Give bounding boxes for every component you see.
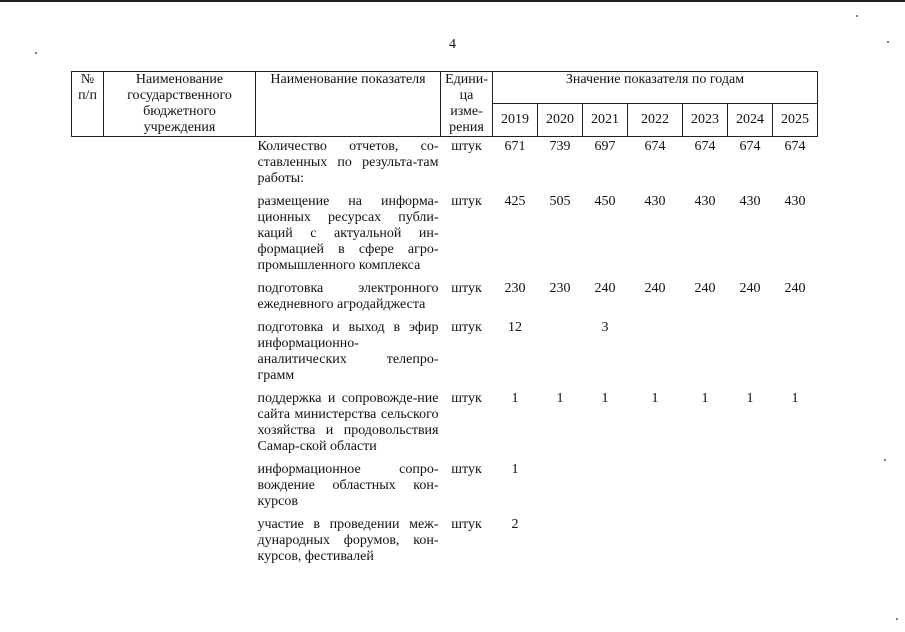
empty-institution-cell <box>104 137 256 193</box>
value-cell: 240 <box>784 281 806 296</box>
value-cell: 1 <box>511 391 519 406</box>
scan-speck <box>884 459 886 461</box>
value-cell: 674 <box>739 139 761 154</box>
header-unit: Едини-ца изме-рения <box>441 72 493 137</box>
table-row <box>72 515 818 570</box>
value-cell <box>728 515 773 570</box>
indicator-cell: подготовка и выход в эфир информационно-аналитических телепро-грамм <box>257 320 439 383</box>
year-header: 2019 <box>493 104 538 137</box>
indicator-cell: информационное сопро-вождение областных кон-курсов <box>257 462 439 509</box>
value-cell <box>683 515 728 570</box>
indicator-table <box>71 71 818 570</box>
value-cell: 697 <box>594 139 616 154</box>
empty-num-cell <box>72 460 104 515</box>
unit-cell: штук <box>451 194 482 209</box>
unit-cell: штук <box>451 517 482 532</box>
value-cell: 425 <box>504 194 526 209</box>
header-value-group: Значение показателя по годам <box>493 72 818 104</box>
value-cell: 450 <box>594 194 616 209</box>
table-row <box>72 137 818 193</box>
value-cell <box>728 318 773 389</box>
table-row <box>72 192 818 279</box>
year-header: 2023 <box>683 104 728 137</box>
table-row <box>72 389 818 460</box>
value-cell: 240 <box>694 281 716 296</box>
value-cell: 430 <box>644 194 666 209</box>
header-num: № п/п <box>72 72 104 137</box>
value-cell <box>628 318 683 389</box>
table-row <box>72 460 818 515</box>
year-header: 2020 <box>538 104 583 137</box>
value-cell: 3 <box>601 320 609 335</box>
value-cell <box>683 318 728 389</box>
value-cell: 230 <box>504 281 526 296</box>
table-row <box>72 318 818 389</box>
value-cell: 430 <box>739 194 761 209</box>
scan-speck <box>887 41 889 43</box>
unit-cell: штук <box>451 281 482 296</box>
value-cell: 240 <box>594 281 616 296</box>
scan-speck <box>35 52 37 54</box>
indicator-cell: размещение на информа-ционных ресурсах публи-каций с актуальной ин-формацией в сфере агро-промышленного комплекса <box>257 194 439 273</box>
table-row <box>72 279 818 318</box>
header-indicator: Наименование показателя <box>256 72 441 137</box>
value-cell: 1 <box>601 391 609 406</box>
value-cell <box>683 460 728 515</box>
empty-num-cell <box>72 389 104 460</box>
value-cell <box>538 318 583 389</box>
value-cell <box>773 318 818 389</box>
unit-cell: штук <box>451 320 482 335</box>
value-cell: 1 <box>701 391 709 406</box>
value-cell: 1 <box>511 462 519 477</box>
empty-institution-cell <box>104 515 256 570</box>
value-cell: 1 <box>651 391 659 406</box>
value-cell: 12 <box>508 320 522 335</box>
unit-cell: штук <box>451 462 482 477</box>
empty-institution-cell <box>104 279 256 318</box>
header-institution: Наименование государственного бюджетного учреждения <box>104 72 256 137</box>
value-cell <box>538 460 583 515</box>
scan-speck <box>856 15 858 17</box>
value-cell: 739 <box>549 139 571 154</box>
page-number: 4 <box>449 37 456 52</box>
year-header: 2021 <box>583 104 628 137</box>
table-body <box>72 137 818 571</box>
indicator-cell: подготовка электронного ежедневного агродайджеста <box>257 281 439 312</box>
empty-num-cell <box>72 318 104 389</box>
unit-cell: штук <box>451 391 482 406</box>
value-cell: 240 <box>739 281 761 296</box>
value-cell: 430 <box>784 194 806 209</box>
value-cell <box>538 515 583 570</box>
value-cell: 240 <box>644 281 666 296</box>
year-header: 2024 <box>728 104 773 137</box>
value-cell: 1 <box>746 391 754 406</box>
value-cell <box>728 460 773 515</box>
indicator-cell: Количество отчетов, со-ставленных по результа-там работы: <box>257 139 439 186</box>
empty-num-cell <box>72 192 104 279</box>
empty-num-cell <box>72 279 104 318</box>
year-header: 2022 <box>628 104 683 137</box>
value-cell: 2 <box>511 517 519 532</box>
empty-institution-cell <box>104 389 256 460</box>
empty-institution-cell <box>104 192 256 279</box>
value-cell: 674 <box>784 139 806 154</box>
value-cell <box>773 515 818 570</box>
value-cell <box>628 515 683 570</box>
page-top-border <box>0 0 905 2</box>
indicator-cell: поддержка и сопровожде-ние сайта министерства сельского хозяйства и продовольствия Самар-ской области <box>257 391 439 454</box>
value-cell: 505 <box>549 194 571 209</box>
empty-num-cell <box>72 515 104 570</box>
indicator-cell: участие в проведении меж-дународных форумов, кон-курсов, фестивалей <box>257 517 439 564</box>
unit-cell: штук <box>451 139 482 154</box>
year-header: 2025 <box>773 104 818 137</box>
empty-num-cell <box>72 137 104 193</box>
value-cell <box>628 460 683 515</box>
value-cell <box>583 515 628 570</box>
empty-institution-cell <box>104 460 256 515</box>
empty-institution-cell <box>104 318 256 389</box>
value-cell: 674 <box>644 139 666 154</box>
value-cell: 671 <box>504 139 526 154</box>
value-cell: 430 <box>694 194 716 209</box>
value-cell <box>773 460 818 515</box>
scan-speck <box>896 618 898 620</box>
value-cell: 1 <box>791 391 799 406</box>
value-cell: 674 <box>694 139 716 154</box>
value-cell: 1 <box>556 391 564 406</box>
value-cell: 230 <box>549 281 571 296</box>
value-cell <box>583 460 628 515</box>
